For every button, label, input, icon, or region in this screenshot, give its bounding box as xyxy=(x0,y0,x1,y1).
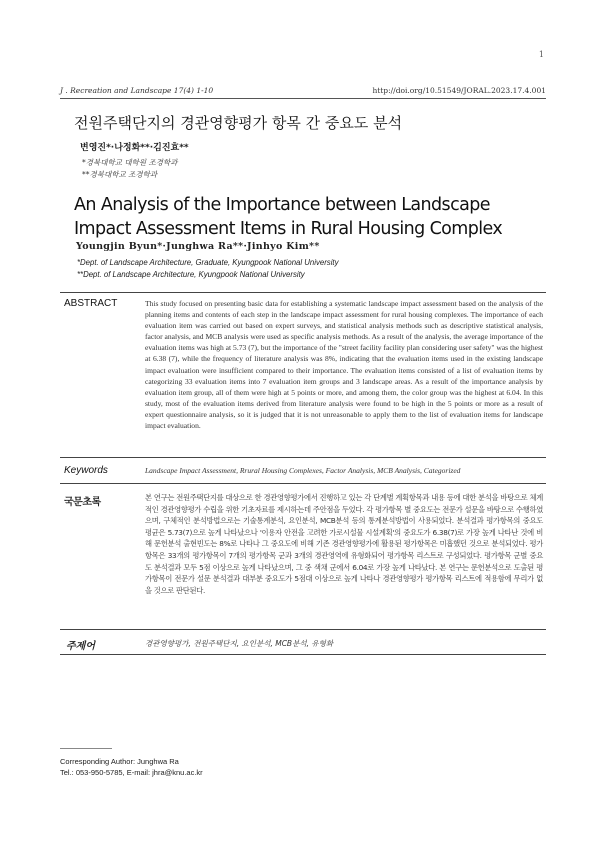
divider xyxy=(60,292,546,293)
keywords-text: Landscape Impact Assessment, Rrural Housing Complexes, Factor Analysis, MCB Analysis, Categorized xyxy=(145,466,461,475)
page-number: 1 xyxy=(538,50,544,59)
korean-keywords-text: 경관영향평가, 전원주택단지, 요인분석, MCB분석, 유형화 xyxy=(145,639,334,648)
footnote-rule xyxy=(60,748,112,749)
divider xyxy=(60,457,546,458)
divider xyxy=(60,654,546,655)
korean-keywords-label: 주제어 xyxy=(66,641,95,652)
divider xyxy=(60,629,546,630)
korean-authors: 변영진*·나정화**·김진효** xyxy=(80,143,189,153)
korean-abstract-text: 본 연구는 전원주택단지를 대상으로 한 경관영향평가에서 진행하고 있는 각 단계별 계획항목과 내용 등에 대한 분석을 바탕으로 체계적인 경관영향평가 수립을 위한 기초자료를 제시하는데 주안점을 두었다. 각 평가항목 별 중요도는 전문가 설문을 바탕으로 수행하였으며, 구체적인 분석방법으로는 기술통계분석, 요인분석, MCB분석 등의 통계분석방법이 사용되었다. 분석결과 평가항목의 중요도 평균은 5.73(7)으로 높게 나타났으나 '이용자 안전을 고려한 가로시설물 시설계획'의 중요도가 6.38(7)로 가장 높게 나타난 것에 비해 문헌분석 출현빈도는 8%로 나타나 그 중요도에 비해 기존 경관영향평가에 활용된 평가항목은 미흡했던 것으로 분석되었다. 평가항목은 33개의 평가항목이 7개의 평가항목 군과 3개의 경관영역에 유형화되어 평가항목 리스트로 구성되었다. 평가항목 군별 중요도 분석결과 모두 5점 이상으로 높게 나타났으며, 그 중 색채 군에서 6.04로 가장 높게 나타났다. 본 연구는 문헌분석으로 도출된 평가항목이 전문가 설문 분석결과 대부분 중요도가 5점대 이상으로 높게 나타나 경관영향평가 평가항목 리스트에 적용함에 무리가 없을 것으로 판단된다. xyxy=(145,493,543,595)
korean-title: 전원주택단지의 경관영향평가 항목 간 중요도 분석 xyxy=(74,114,403,132)
abstract-text: This study focused on presenting basic data for establishing a systematic landscape impact assessment based on the analysis of the planning items and contents of each step in the landscape impact assessment for rural housing complexes. The importance of each evaluation item was carried out based on expert surveys, and statistical analysis methods such as descriptive statistical analysis, factor analysis, and MCB analysis were used as specific analysis methods. As a result of the analysis, the average importance of the evaluation items was high at 5.73 (7), but the importance of the "street facility facility plan considering user safety" was the highest at 6.38 (7), while the frequency of literature analysis was 8%, indicating that the evaluation items used in the existing landscape impact evaluation were insufficient compared to their importance. The evaluation items consisted of a list of evaluation items by categorizing 33 evaluation items into 7 evaluation item groups and 3 landscape areas. As a result of the importance analysis by evaluation item group, all of them were high at 5 points or more, and among them, the color group was the highest at 6.04. In this study, most of the evaluation items derived from literature analysis were found to be high in the 5 points or more as a result of expert questionnaire analysis, so it is judged that it is not unreasonable to apply them to the list of evaluation items for landscape impact evaluation. xyxy=(145,299,543,431)
abstract-label: ABSTRACT xyxy=(64,298,118,309)
journal-citation: J . Recreation and Landscape 17(4) 1-10 xyxy=(60,86,214,95)
doi-link[interactable]: http://doi.org/10.51549/JORAL.2023.17.4.001 xyxy=(372,86,546,95)
english-title: An Analysis of the Importance between Landscape Impact Assessment Items in Rural Housing Complex xyxy=(74,195,503,239)
english-affiliation-2: **Dept. of Landscape Architecture, Kyungpook National University xyxy=(77,270,305,279)
keywords-label: Keywords xyxy=(64,465,108,476)
korean-affiliation-1: *경북대학교 대학원 조경학과 xyxy=(82,158,178,167)
korean-affiliation-2: **경북대학교 조경학과 xyxy=(82,170,158,179)
journal-header xyxy=(60,86,546,99)
contact-info: Tel.: 053-950-5785, E-mail: jhra@knu.ac.kr xyxy=(60,768,203,777)
divider xyxy=(60,483,546,484)
english-authors: Youngjin Byun*·Junghwa Ra**·Jinhyo Kim** xyxy=(76,241,320,252)
corresponding-author: Corresponding Author: Junghwa Ra xyxy=(60,757,179,766)
english-affiliation-1: *Dept. of Landscape Architecture, Graduate, Kyungpook National University xyxy=(77,258,339,267)
korean-abstract-label: 국문초록 xyxy=(64,497,101,508)
